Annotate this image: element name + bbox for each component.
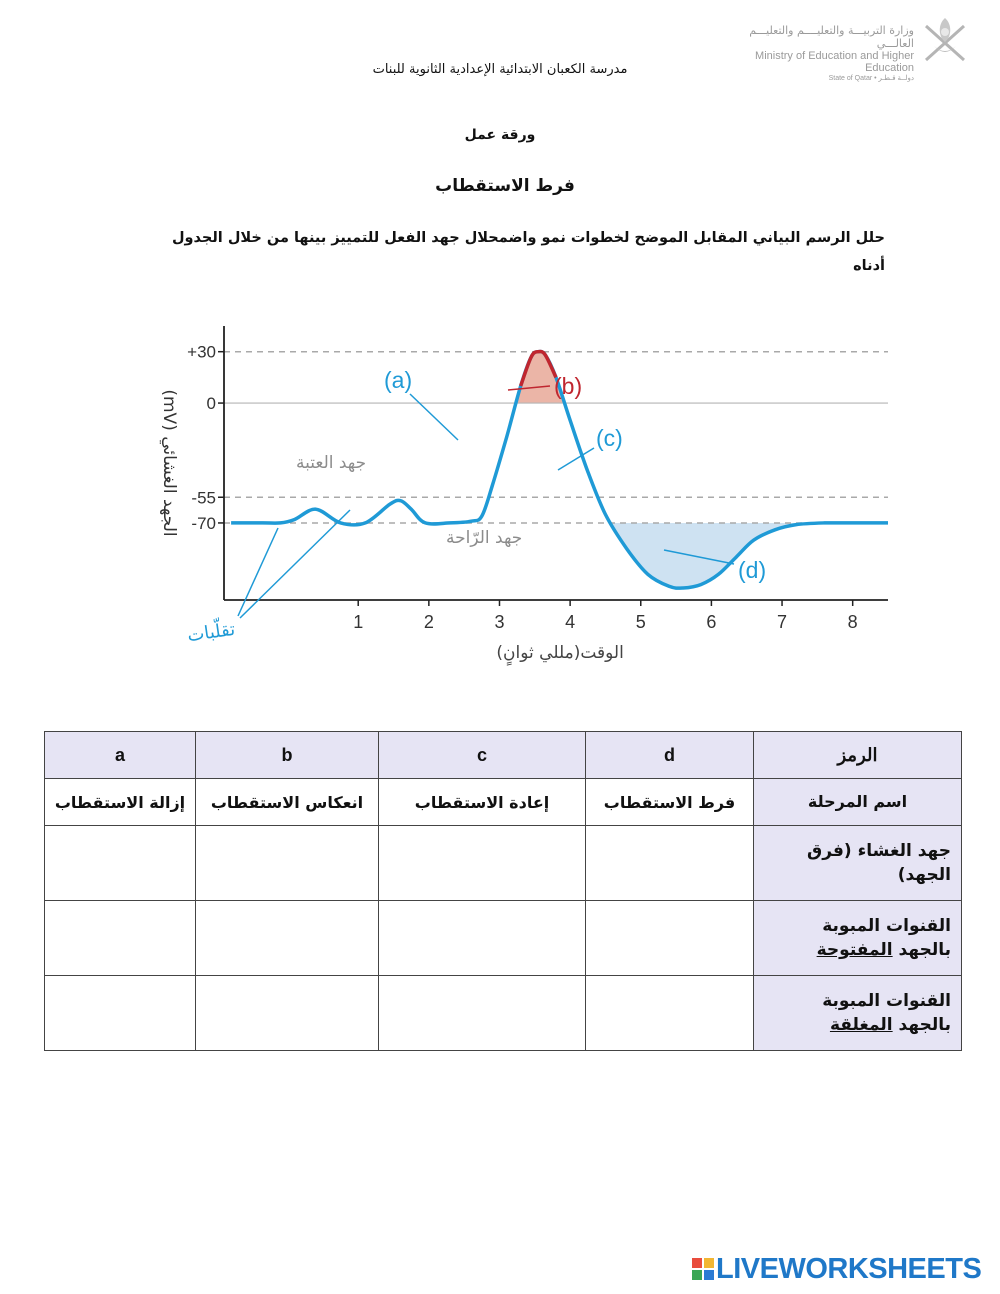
answer-cell[interactable] [379, 826, 586, 901]
ministry-emblem-icon [920, 12, 970, 68]
answer-cell[interactable] [196, 826, 379, 901]
brand-name: LIVEWORKSHEETS [716, 1253, 982, 1285]
answer-cell[interactable] [586, 976, 754, 1051]
stage-name: إزالة الاستقطاب [45, 779, 196, 826]
stage-name: انعكاس الاستقطاب [196, 779, 379, 826]
row-label [754, 826, 962, 901]
y-tick-label: -55 [191, 488, 216, 508]
y-axis-label: الجهد الغشائي (mV) [159, 389, 179, 537]
column-header: c [379, 732, 586, 779]
shaded-region [609, 523, 803, 588]
row-label: اسم المرحلة [754, 779, 962, 826]
answer-cell[interactable] [379, 901, 586, 976]
annotation-b: (b) [554, 373, 583, 399]
table-row [45, 976, 962, 1051]
annotation-d: (d) [738, 557, 767, 583]
x-tick-label: 7 [777, 612, 788, 632]
y-tick-label: +30 [187, 342, 216, 362]
x-axis-label: الوقت(مللي ثوانٍ) [496, 643, 624, 663]
x-tick-label: 3 [494, 612, 505, 632]
table-row [45, 901, 962, 976]
row-label-text: المغلقة [829, 1015, 893, 1035]
column-header: b [196, 732, 379, 779]
y-tick-label: -70 [191, 513, 216, 533]
x-tick-label: 1 [353, 612, 364, 632]
table-header-row [45, 732, 962, 779]
answer-cell[interactable] [45, 826, 196, 901]
resting-label: جهد الرّاحة [446, 528, 523, 548]
threshold-label: جهد العتبة [296, 453, 367, 473]
state-label: State of Qatar • دولــة قـطـر [828, 75, 914, 82]
x-tick-label: 2 [423, 612, 434, 632]
answer-cell[interactable] [45, 901, 196, 976]
answer-cell[interactable] [379, 976, 586, 1051]
ministry-name-arabic: وزارة التربيـــة والتعليــــم والتعليـــم العالـــي [749, 24, 914, 50]
fluctuations-leader [240, 510, 350, 618]
annotation-a: (a) [384, 367, 413, 393]
row-label-text: (فرق الجهد) [807, 841, 951, 885]
ministry-name-english: Ministry of Education and Higher Education [755, 50, 914, 74]
row-label [754, 976, 962, 1051]
annotation-c-leader [558, 448, 594, 470]
action-potential-chart [128, 318, 908, 678]
table-row [45, 826, 962, 901]
answer-cell[interactable] [196, 976, 379, 1051]
worksheet-label: ورقة عمل [464, 127, 536, 143]
y-tick-label: 0 [206, 394, 216, 414]
annotation-a-leader [410, 394, 458, 440]
school-name: مدرسة الكعبان الابتدائية الإعدادية الثانوية للبنات [372, 62, 628, 77]
liveworksheets-logo [692, 1253, 992, 1285]
stage-name: فرط الاستقطاب [586, 779, 754, 826]
stages-table [44, 731, 962, 1051]
liveworksheets-icon [692, 1258, 714, 1280]
row-label-text: المفتوحة [816, 940, 893, 960]
answer-cell[interactable] [45, 976, 196, 1051]
x-tick-label: 5 [635, 612, 646, 632]
column-header: d [586, 732, 754, 779]
annotation-c: (c) [596, 425, 623, 451]
row-label [754, 901, 962, 976]
x-tick-label: 8 [847, 612, 858, 632]
table-row [45, 779, 962, 826]
row-label-text: القنوات المبوبة بالجهد [822, 916, 951, 960]
fluctuations-leader [238, 528, 278, 616]
fluctuations-label: تقلّبات [186, 618, 237, 647]
answer-cell[interactable] [586, 826, 754, 901]
symbol-header: الرمز [754, 732, 962, 779]
row-label-text: جهد الغشاء [851, 841, 951, 861]
x-tick-label: 4 [565, 612, 576, 632]
answer-cell[interactable] [196, 901, 379, 976]
answer-cell[interactable] [586, 901, 754, 976]
stage-name: إعادة الاستقطاب [379, 779, 586, 826]
instruction-text: حلل الرسم البياني المقابل الموضح لخطوات نمو واضمحلال جهد الفعل للتمييز بينها من خلال الجدول أدناه [171, 230, 885, 274]
row-label-text: القنوات المبوبة بالجهد [822, 991, 951, 1035]
column-header: a [45, 732, 196, 779]
page-title: فرط الاستقطاب [435, 176, 575, 196]
x-tick-label: 6 [706, 612, 717, 632]
